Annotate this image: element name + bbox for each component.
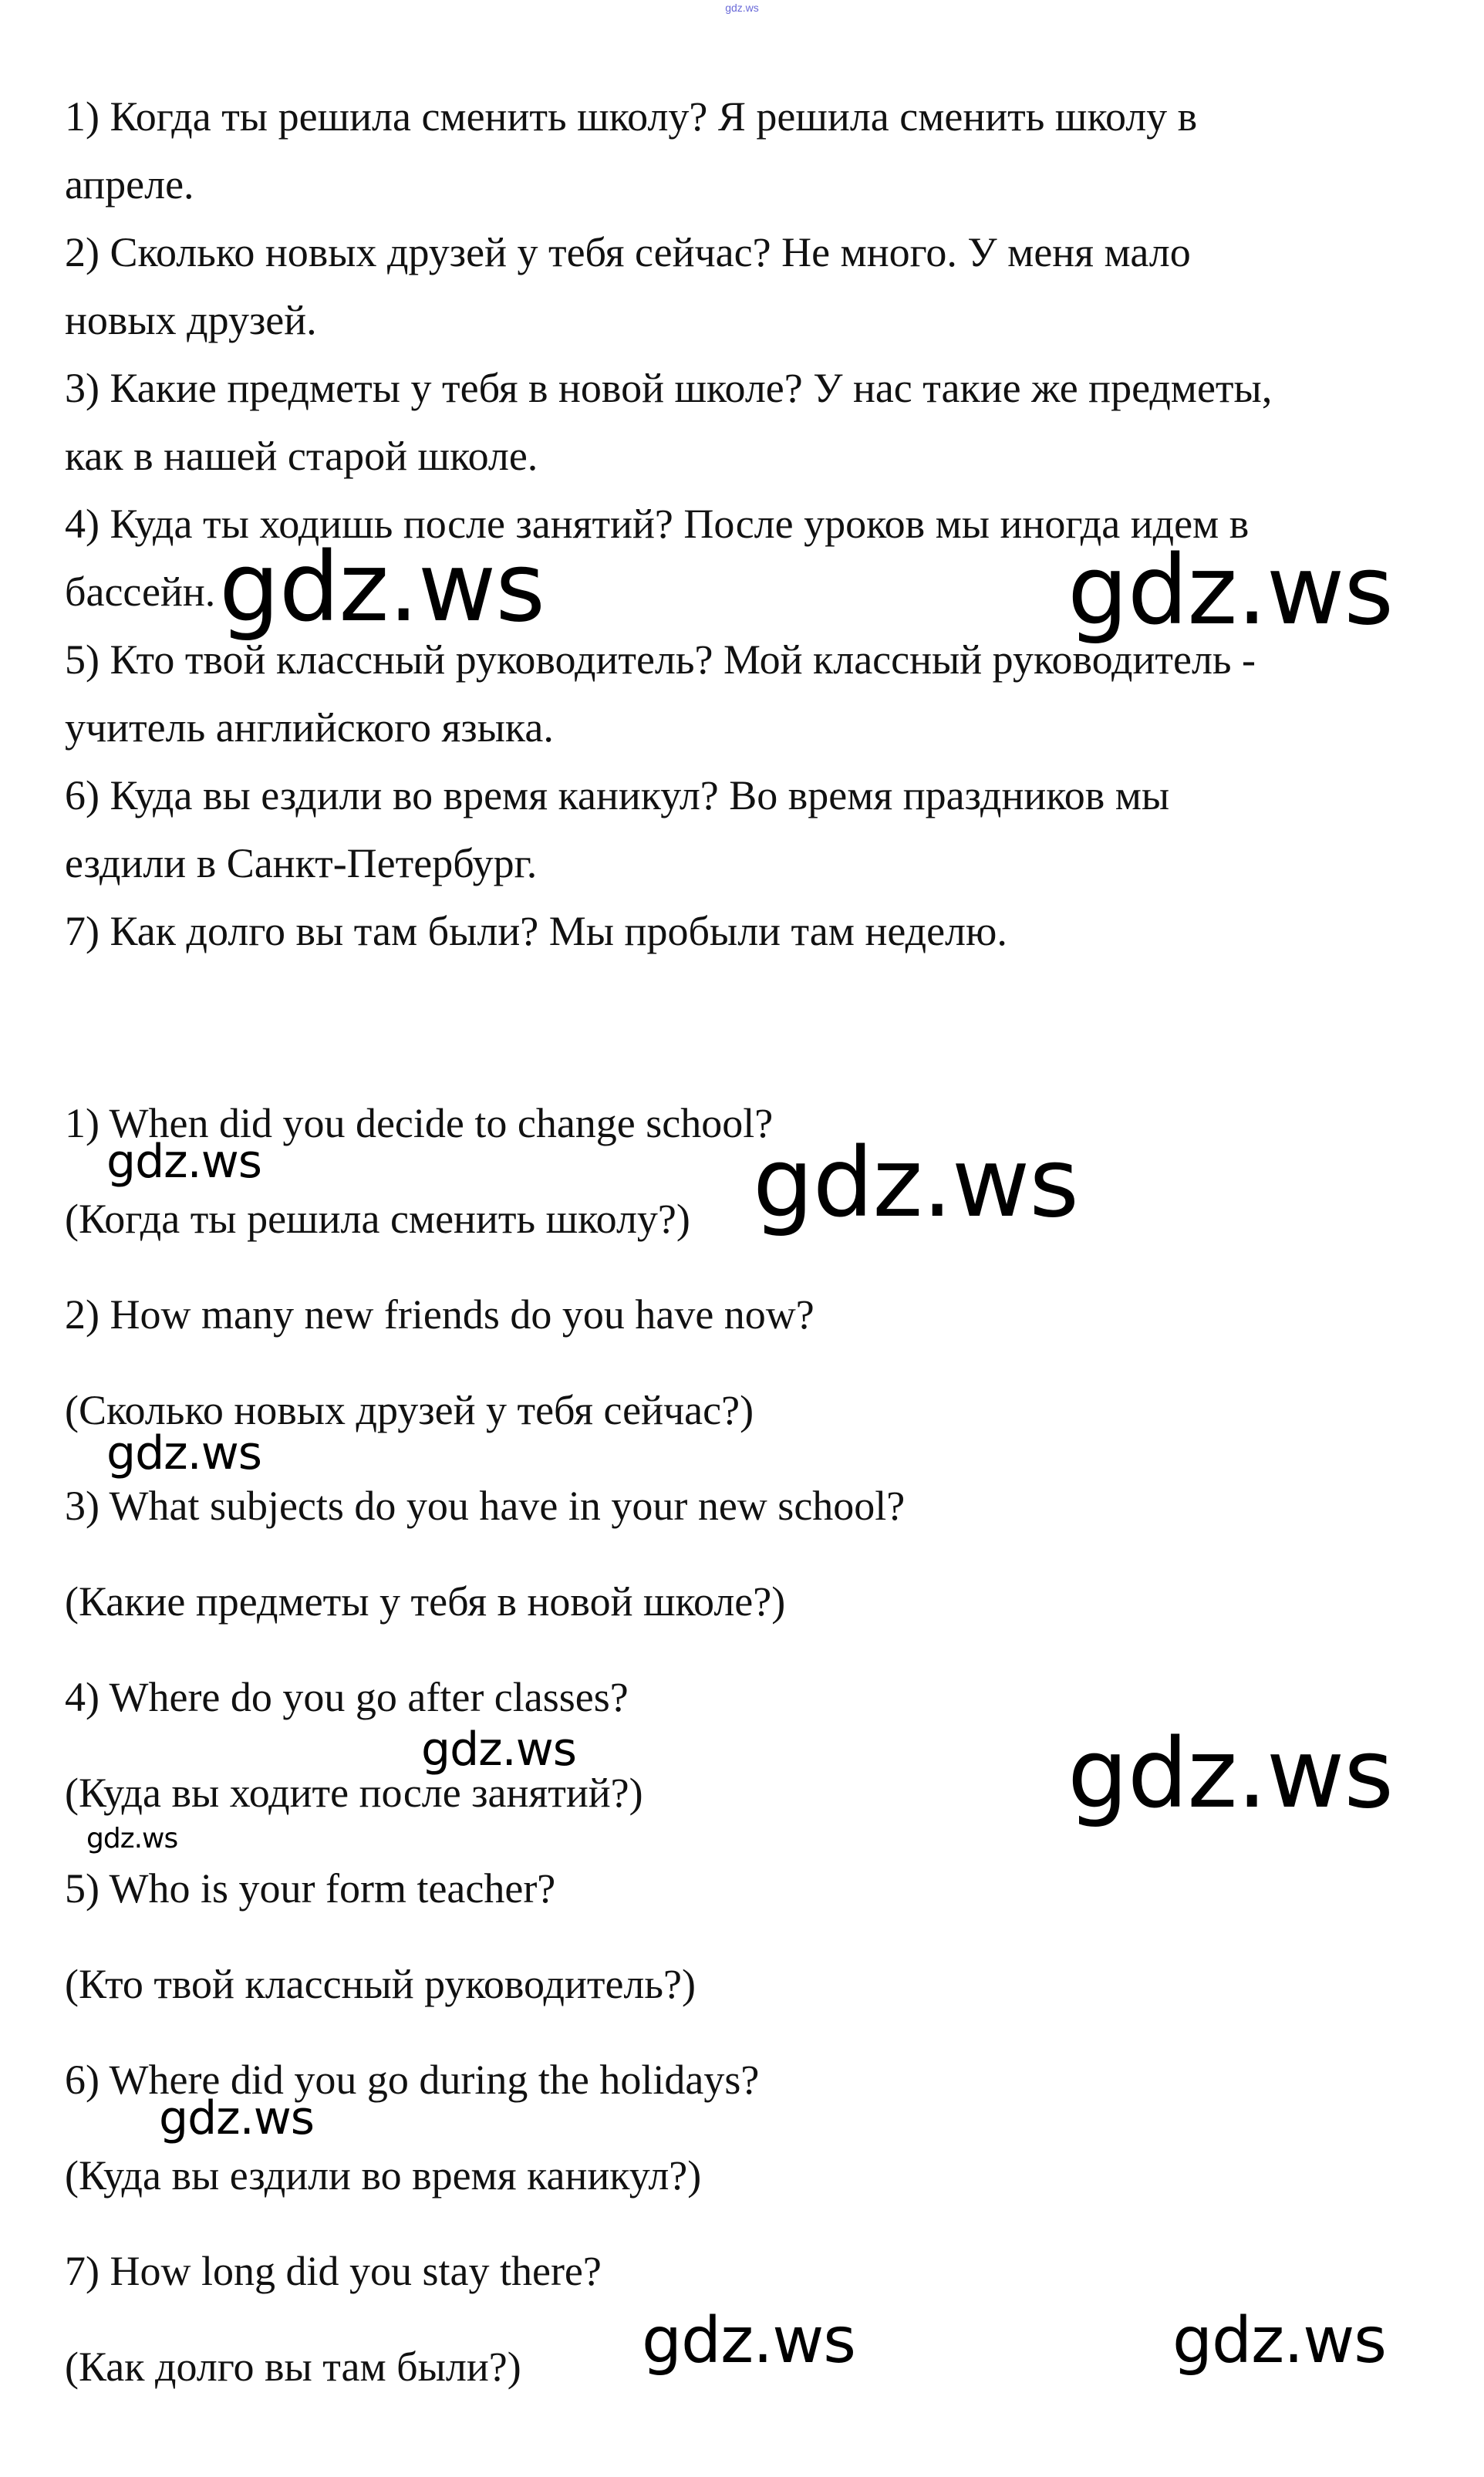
ru-line-7: 4) Куда ты ходишь после занятий? После уроков мы иногда идем в (65, 501, 1250, 547)
watermark: gdz.ws (86, 1823, 178, 1854)
en-translation-2: (Сколько новых друзей у тебя сейчас?) (65, 1387, 754, 1433)
en-question-7: 7) How long did you stay there? (65, 2248, 602, 2294)
ru-line-11: 6) Куда вы ездили во время каникул? Во время праздников мы (65, 772, 1170, 818)
ru-line-10: учитель английского языка. (65, 704, 554, 751)
ru-line-9: 5) Кто твой классный руководитель? Мой классный руководитель - (65, 636, 1256, 683)
en-question-5: 5) Who is your form teacher? (65, 1865, 556, 1912)
en-question-4: 4) Where do you go after classes? (65, 1674, 629, 1720)
watermark: gdz.ws (219, 532, 545, 643)
ru-line-13: 7) Как долго вы там были? Мы пробыли там неделю. (65, 908, 1007, 954)
watermark: gdz.ws (1067, 535, 1393, 646)
watermark: gdz.ws (1172, 2304, 1386, 2377)
top-watermark: gdz.ws (725, 2, 759, 14)
watermark: gdz.ws (106, 1135, 262, 1189)
watermark: gdz.ws (753, 1128, 1078, 1239)
ru-line-5: 3) Какие предметы у тебя в новой школе? У нас такие же предметы, (65, 365, 1273, 411)
watermark: gdz.ws (1067, 1719, 1393, 1830)
watermark: gdz.ws (159, 2091, 315, 2145)
en-translation-6: (Куда вы ездили во время каникул?) (65, 2152, 702, 2199)
en-translation-5: (Кто твой классный руководитель?) (65, 1961, 696, 2007)
watermark: gdz.ws (106, 1426, 262, 1480)
ru-line-6: как в нашей старой школе. (65, 433, 538, 479)
ru-line-1: 1) Когда ты решила сменить школу? Я решила сменить школу в (65, 93, 1198, 140)
watermark: gdz.ws (642, 2304, 855, 2377)
en-question-2: 2) How many new friends do you have now? (65, 1291, 815, 1338)
ru-line-3: 2) Сколько новых друзей у тебя сейчас? Не много. У меня мало (65, 229, 1191, 275)
en-translation-3: (Какие предметы у тебя в новой школе?) (65, 1578, 786, 1625)
en-question-1: 1) When did you decide to change school? (65, 1100, 774, 1146)
watermark: gdz.ws (421, 1723, 577, 1777)
en-question-6: 6) Where did you go during the holidays? (65, 2057, 760, 2103)
ru-line-8: бассейн. (65, 569, 216, 615)
ru-line-12: ездили в Санкт-Петербург. (65, 840, 538, 886)
ru-line-4: новых друзей. (65, 297, 317, 343)
ru-line-2: апреле. (65, 161, 194, 208)
en-translation-7: (Как долго вы там были?) (65, 2344, 521, 2390)
en-translation-1: (Когда ты решила сменить школу?) (65, 1196, 690, 1242)
en-question-3: 3) What subjects do you have in your new school? (65, 1483, 906, 1529)
en-translation-4: (Куда вы ходите после занятий?) (65, 1770, 643, 1816)
